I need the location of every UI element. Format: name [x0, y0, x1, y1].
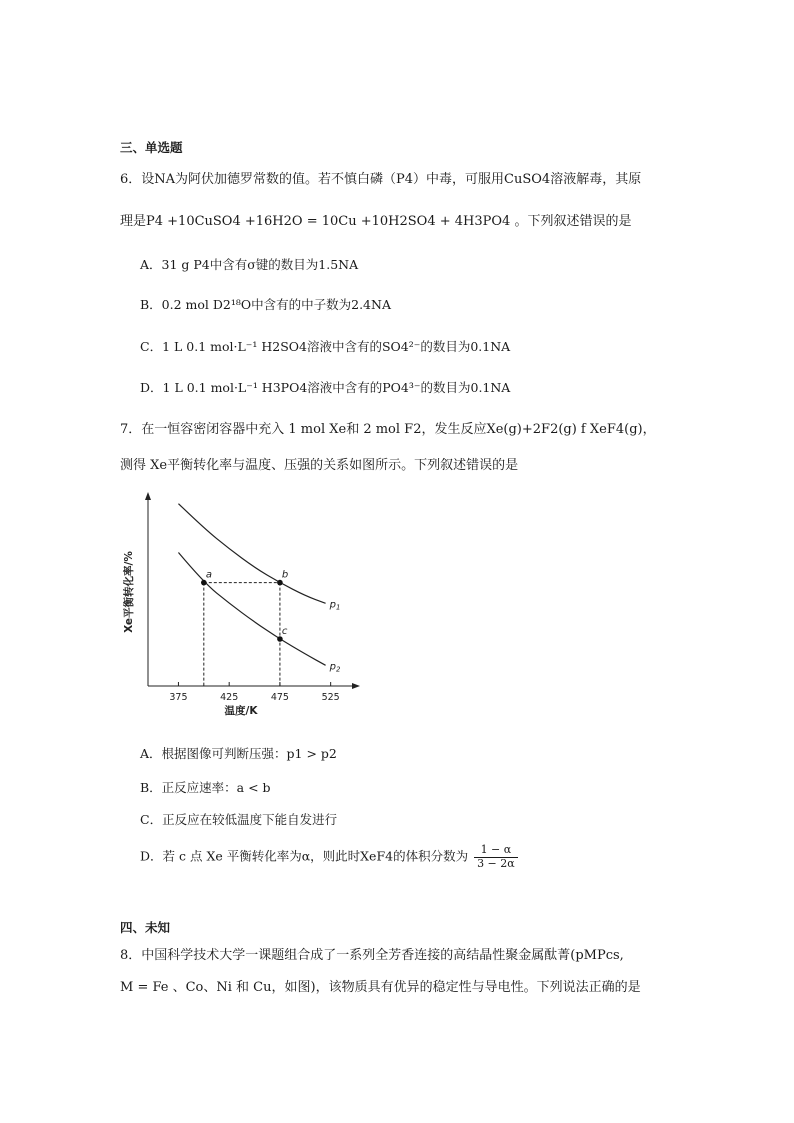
question-7-option-a: A．根据图像可判断压强：p1 > p2 — [140, 746, 337, 761]
point-a — [201, 580, 207, 586]
series-label-p1: $p_1$ — [329, 599, 341, 612]
question-7-stem-line2: 测得 Xe平衡转化率与温度、压强的关系如图所示。下列叙述错误的是 — [120, 458, 519, 473]
point-label-b: b — [281, 569, 289, 581]
y-axis-arrow — [145, 492, 151, 500]
question-7-option-d-text: D．若 c 点 Xe 平衡转化率为α，则此时XeF4的体积分数为 — [140, 848, 469, 864]
series-line-p1 — [178, 504, 325, 604]
section-3-title: 三、单选题 — [120, 140, 183, 155]
x-tick-label-375: 375 — [169, 692, 188, 703]
y-axis-label: Xe平衡转化率/% — [123, 551, 135, 633]
question-6-option-d: D．1 L 0.1 mol·L⁻¹ H3PO4溶液中含有的PO4³⁻的数目为0.1NA — [140, 380, 511, 395]
x-axis-label: 温度/K — [224, 705, 258, 717]
fraction-numerator: 1 − α — [474, 844, 518, 858]
question-8-stem-line1: 8．中国科学技术大学一课题组合成了一系列全芳香连接的高结晶性聚金属酞菁(pMPcs, — [120, 948, 624, 963]
volume-fraction — [474, 844, 518, 870]
question-6-stem-line2: 理是P4 +10CuSO4 +16H2O = 10Cu +10H2SO4 + 4H3PO4 。下列叙述错误的是 — [120, 214, 632, 229]
question-7-stem-line1: 7．在一恒容密闭容器中充入 1 mol Xe和 2 mol F2，发生反应Xe(g)+2F2(g) f XeF4(g)， — [120, 422, 656, 437]
question-7-option-c: C．正反应在较低温度下能自发进行 — [140, 812, 338, 827]
section-4-title: 四、未知 — [120, 920, 171, 935]
series-line-p2 — [178, 553, 325, 666]
point-c — [277, 636, 283, 642]
xe-conversion-chart — [118, 490, 368, 720]
point-label-c: c — [281, 626, 288, 637]
question-8-stem-line2: M = Fe 、Co、Ni 和 Cu，如图)，该物质具有优异的稳定性与导电性。下列说法正确的是 — [120, 980, 641, 995]
question-6-option-a: A．31 g P4中含有σ键的数目为1.5NA — [140, 257, 359, 272]
question-7-option-b: B．正反应速率：a < b — [140, 780, 271, 795]
x-tick-label-425: 425 — [220, 692, 239, 703]
question-6-stem-line1: 6．设NA为阿伏加德罗常数的值。若不慎白磷（P4）中毒，可服用CuSO4溶液解毒，其原 — [120, 172, 642, 187]
point-label-a: a — [205, 569, 212, 581]
question-6-option-b: B．0.2 mol D2¹⁸O中含有的中子数为2.4NA — [140, 297, 391, 312]
question-7-option-d — [140, 844, 518, 870]
x-tick-label-525: 525 — [321, 692, 340, 703]
point-b — [277, 580, 283, 586]
series-label-p2: $p_2$ — [329, 661, 341, 674]
fraction-denominator: 3 − 2α — [477, 856, 515, 870]
x-tick-label-475: 475 — [270, 692, 289, 703]
question-6-option-c: C．1 L 0.1 mol·L⁻¹ H2SO4溶液中含有的SO4²⁻的数目为0.1NA — [140, 339, 511, 354]
x-axis-arrow — [352, 683, 360, 689]
